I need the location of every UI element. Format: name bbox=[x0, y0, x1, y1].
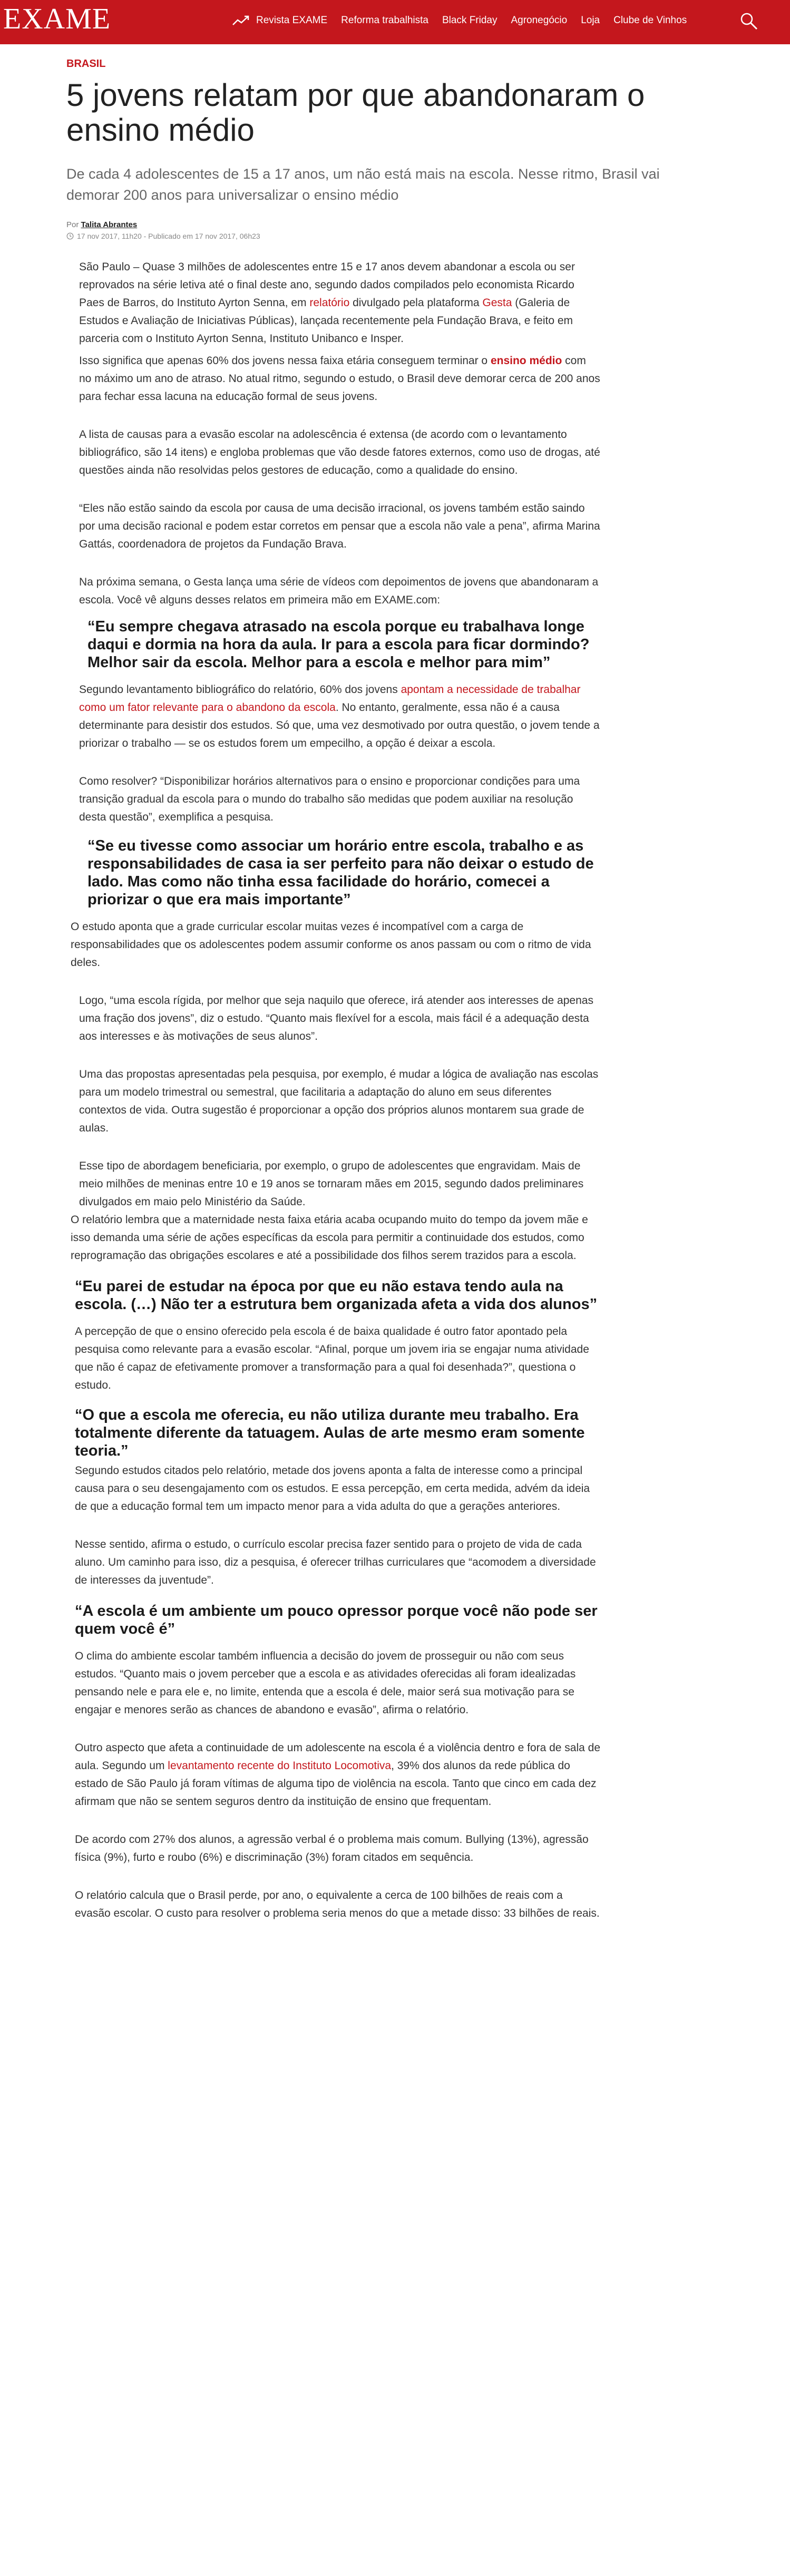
paragraph: Logo, “uma escola rígida, por melhor que seja naquilo que oferece, irá atender aos interesses de apenas uma fração dos jovens”, diz o estudo. “Quanto mais flexível for a escola, mais fácil é a adequação desta aos interesses e às motivações de seus alunos”. bbox=[79, 994, 593, 1042]
text-run: Isso significa que apenas 60% dos jovens nessa faixa etária conseguem terminar o bbox=[79, 355, 491, 367]
article-title: 5 jovens relatam por que abandonaram o ensino médio bbox=[66, 77, 645, 148]
paragraph: Como resolver? “Disponibilizar horários alternativos para o ensino e proporcionar condições para uma transição gradual da escola para o mundo do trabalho são medidas que podem auxiliar na resolução desta questão”, exemplifica a pesquisa. bbox=[79, 775, 580, 823]
paragraph: O clima do ambiente escolar também influencia a decisão do jovem de prosseguir ou não com seus estudos. “Quanto mais o jovem perceber que a escola e as atividades oferecidas ali foram idealizadas pensando nele e para ele e, no limite, entenda que a escola é dele, maior será sua motivação para se engajar e menores serão as chances de abandono e evasão”, afirma o relatório. bbox=[75, 1650, 576, 1716]
dates-text: 17 nov 2017, 11h20 - Publicado em 17 nov 2017, 06h23 bbox=[77, 232, 260, 240]
paragraph: O relatório lembra que a maternidade nesta faixa etária acaba ocupando muito do tempo da jovem mãe e isso demanda uma série de ações específicas da escola para permitir a continuidade dos estudos, como reprogramação das obrigações escolares e até a possibilidade dos filhos serem trazidos para a escola. bbox=[71, 1214, 588, 1262]
paragraph: Segundo estudos citados pelo relatório, metade dos jovens aponta a falta de interesse como a principal causa para o seu desengajamento com os estudos. E essa percepção, em certa medida, advém da ideia de que a educação formal tem um impacto menor para a vida adulta do que a gerações anteriores. bbox=[75, 1465, 590, 1513]
pull-quote: “Eu parei de estudar na época por que eu não estava tendo aula na escola. (…) Não ter a estrutura bem organizada afeta a vida dos alunos” bbox=[75, 1278, 598, 1313]
text-run: Segundo levantamento bibliográfico do relatório, 60% dos jovens bbox=[79, 684, 401, 696]
paragraph: A percepção de que o ensino oferecido pela escola é de baixa qualidade é outro fator apontado pela pesquisa como relevante para a evasão escolar. “Afinal, porque um jovem iria se engajar numa atividade que não é capaz de efetivamente promover a transformação para a qual foi desenhada?”, questiona o estudo. bbox=[75, 1325, 589, 1391]
clock-icon bbox=[66, 232, 74, 240]
nav-loja[interactable] bbox=[581, 15, 600, 26]
paragraph: O relatório calcula que o Brasil perde, por ano, o equivalente a cerca de 100 bilhões de reais com a evasão escolar. O custo para resolver o problema seria menos do que a metade disso: 33 bilhões de reais. bbox=[75, 1889, 600, 1919]
pull-quote: “A escola é um ambiente um pouco opressor porque você não pode ser quem você é” bbox=[75, 1603, 598, 1637]
exame-logo[interactable]: EXAME bbox=[3, 3, 111, 35]
ensino-medio-link[interactable]: ensino médio bbox=[490, 355, 562, 367]
text-run: , 39% dos alunos da rede pública do estado de São Paulo já foram vítimas de alguma tipo de violência na escola. Tanto que cinco em cada dez afirmam que não se sentem seguros dentro da instituição de ensino que frequentam. bbox=[75, 1760, 597, 1808]
main-nav bbox=[232, 15, 687, 26]
pull-quote: “Eu sempre chegava atrasado na escola porque eu trabalhava longe daqui e dormia na hora da aula. Ir para a escola para ficar dormindo? Melhor sair da escola. Melhor para a escola e melhor para mim” bbox=[87, 618, 590, 671]
article-category[interactable]: BRASIL bbox=[66, 58, 106, 70]
nav-label: Clube de Vinhos bbox=[613, 15, 687, 26]
byline-prefix: Por bbox=[66, 220, 81, 229]
paragraph: Nesse sentido, afirma o estudo, o currículo escolar precisa fazer sentido para o projeto de vida de cada aluno. Um caminho para isso, diz a pesquisa, é oferecer trilhas curriculares que “acomodem a diversidade de interesses da juventude”. bbox=[75, 1538, 596, 1586]
nav-label: Agronegócio bbox=[511, 15, 568, 26]
text-run: São Paulo – Quase 3 milhões de adolescentes entre 15 e 17 anos devem abandonar a escola ou ser reprovados na série letiva até o final deste ano, segundo dados compilados pelo economista Ricardo Paes de Barros, do Instituto Ayrton Senna, em bbox=[79, 261, 575, 309]
nav-label: Loja bbox=[581, 15, 600, 26]
publish-dates bbox=[66, 232, 260, 240]
gesta-link[interactable]: Gesta bbox=[482, 297, 512, 309]
article-subtitle: De cada 4 adolescentes de 15 a 17 anos, um não está mais na escola. Nesse ritmo, Brasil vai demorar 200 anos para universalizar o ensino médio bbox=[66, 166, 660, 203]
paragraph bbox=[79, 352, 601, 406]
text-run: com no máximo um ano de atraso. No atual ritmo, segundo o estudo, o Brasil deve demorar cerca de 200 anos para fechar essa lacuna na educação formal de seus jovens. bbox=[79, 355, 600, 403]
relatorio-link[interactable]: relatório bbox=[309, 297, 350, 309]
paragraph: O estudo aponta que a grade curricular escolar muitas vezes é incompatível com a carga de responsabilidades que os adolescentes podem assumir conforme os anos passam ou com o ritmo de vida deles. bbox=[71, 921, 591, 969]
nav-reforma-trabalhista[interactable] bbox=[341, 15, 428, 26]
text-run: (Galeria de Estudos e Avaliação de Iniciativas Públicas), lançada recentemente pela Fundação Brava, e feito em parceria com o Instituto Ayrton Senna, Instituto Unibanco e Insper. bbox=[79, 297, 573, 345]
nav-label: Revista EXAME bbox=[256, 15, 328, 26]
trabalho-link[interactable]: apontam a necessidade de trabalhar como um fator relevante para o abandono da escola bbox=[79, 684, 581, 714]
text-run: divulgado pela plataforma bbox=[349, 297, 483, 309]
site-header bbox=[0, 0, 790, 44]
nav-revista-exame[interactable] bbox=[232, 15, 327, 26]
paragraph: Esse tipo de abordagem beneficiaria, por exemplo, o grupo de adolescentes que engravidam. Mais de meio milhões de meninas entre 10 e 19 anos se tornaram mães em 2015, segundo dados preliminares divulgados em maio pelo Ministério da Saúde. bbox=[79, 1160, 584, 1208]
search-icon[interactable] bbox=[739, 12, 758, 31]
nav-black-friday[interactable] bbox=[442, 15, 498, 26]
paragraph: “Eles não estão saindo da escola por causa de uma decisão irracional, os jovens também estão saindo por uma decisão racional e podem estar corretos em pensar que a escola não vale a pena”, afirma Marina Gattás, coordenadora de projetos da Fundação Brava. bbox=[79, 502, 600, 550]
nav-clube-de-vinhos[interactable] bbox=[613, 15, 687, 26]
paragraph: Na próxima semana, o Gesta lança uma série de vídeos com depoimentos de jovens que abandonaram a escola. Você vê alguns desses relatos em primeira mão em EXAME.com: bbox=[79, 576, 599, 606]
article-body bbox=[71, 258, 601, 1938]
paragraph bbox=[79, 681, 601, 753]
author-link[interactable]: Talita Abrantes bbox=[81, 220, 138, 229]
byline bbox=[66, 220, 137, 229]
paragraph: Uma das propostas apresentadas pela pesquisa, por exemplo, é mudar a lógica de avaliação nas escolas para um modelo trimestral ou semestral, que facilitaria a adaptação do aluno em seus diferentes contextos de vida. Outra sugestão é proporcionar a opção dos próprios alunos montarem sua grade de aulas. bbox=[79, 1068, 599, 1134]
nav-label: Black Friday bbox=[442, 15, 498, 26]
text-run: . No entanto, geralmente, essa não é a causa determinante para desistir dos estudos. Só que, uma vez desmotivado por outra questão, o jovem tende a priorizar o trabalho — se os estudos forem um empecilho, a opção é deixar a escola. bbox=[79, 701, 600, 749]
locomotiva-link[interactable]: levantamento recente do Instituto Locomotiva bbox=[168, 1760, 392, 1772]
text-run: Outro aspecto que afeta a continuidade de um adolescente na escola é a violência dentro e fora de sala de aula. Segundo um bbox=[75, 1742, 601, 1772]
paragraph: De acordo com 27% dos alunos, a agressão verbal é o problema mais comum. Bullying (13%), agressão física (9%), furto e roubo (6%) e discriminação (3%) foram citados em sequência. bbox=[75, 1833, 589, 1863]
paragraph bbox=[79, 258, 601, 348]
trend-icon bbox=[232, 15, 250, 26]
pull-quote: “Se eu tivesse como associar um horário entre escola, trabalho e as responsabilidades de casa ia ser perfeito para não deixar o estudo de lado. Mas como não tinha essa facilidade do horário, comecei a priorizar o que era mais importante” bbox=[87, 837, 594, 908]
paragraph: A lista de causas para a evasão escolar na adolescência é extensa (de acordo com o levantamento bibliográfico, são 14 itens) e engloba problemas que vão desde fatores externos, como uso de drogas, até questões ainda não resolvidas pelos gestores de educação, como a qualidade do ensino. bbox=[79, 428, 600, 476]
pull-quote: “O que a escola me oferecia, eu não utiliza durante meu trabalho. Era totalmente diferente da tatuagem. Aulas de arte mesmo eram somente teoria.” bbox=[75, 1407, 585, 1459]
nav-agronegocio[interactable] bbox=[511, 15, 567, 26]
nav-label: Reforma trabalhista bbox=[341, 15, 428, 26]
paragraph bbox=[75, 1739, 601, 1811]
